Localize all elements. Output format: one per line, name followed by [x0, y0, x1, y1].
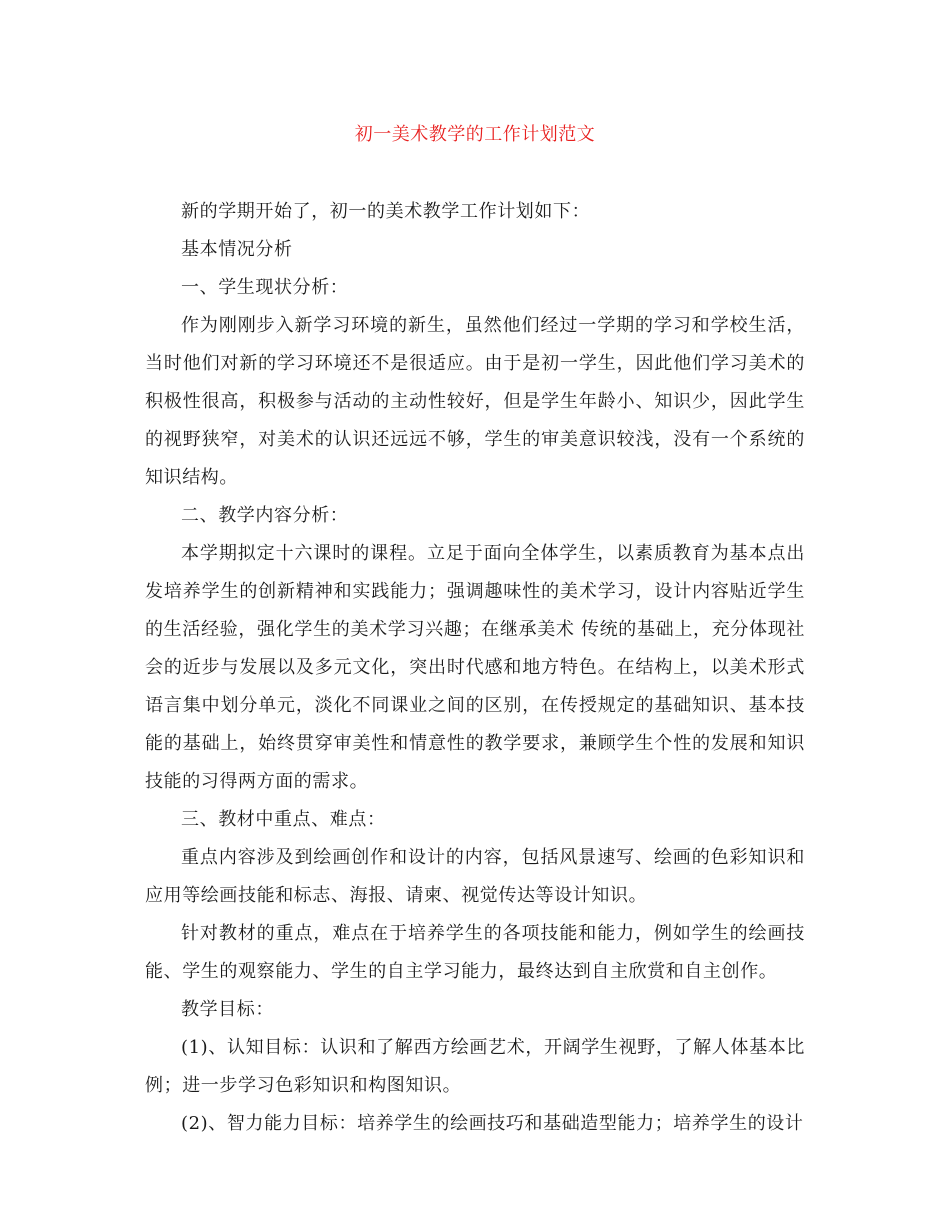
paragraph-student-analysis: 作为刚刚步入新学习环境的新生，虽然他们经过一学期的学习和学校生活，当时他们对新的学习环境还不是很适应。由于是初一学生，因此他们学习美术的积极性很高，积极参与活动的主动性较好，但是学生年龄小、知识少，因此学生的视野狭窄，对美术的认识还远远不够，学生的审美意识较浅，没有一个系统的知识结构。	[145, 315, 805, 488]
paragraph-goal-ability: (2)、智力能力目标：培养学生的绘画技巧和基础造型能力；培养学生的设计	[181, 1113, 804, 1134]
document-title: 初一美术教学的工作计划范文	[354, 124, 596, 145]
heading-key-points: 三、教材中重点、难点：	[181, 809, 386, 830]
heading-basic-situation: 基本情况分析	[181, 239, 293, 260]
paragraph-content-analysis: 本学期拟定十六课时的课程。立足于面向全体学生，以素质教育为基本点出发培养学生的创新精神和实践能力；强调趣味性的美术学习，设计内容贴近学生的生活经验，强化学生的美术学习兴趣；在继承美术 传统的基础上，充分体现社会的近步与发展以及多元文化，突出时代感和地方特色。在结构上，以美术形式语言集中划分单元，淡化不同课业之间的区别，在传授规定的基础知识、基本技能的基础上，始终贯穿审美性和情意性的教学要求，兼顾学生个性的发展和知识技能的习得两方面的需求。	[145, 543, 805, 792]
paragraph-intro: 新的学期开始了，初一的美术教学工作计划如下：	[181, 201, 591, 222]
heading-student-analysis: 一、学生现状分析：	[181, 277, 349, 298]
paragraph-difficulties: 针对教材的重点，难点在于培养学生的各项技能和能力，例如学生的绘画技能、学生的观察能力、学生的自主学习能力，最终达到自主欣赏和自主创作。	[145, 923, 805, 982]
paragraph-key-points: 重点内容涉及到绘画创作和设计的内容，包括风景速写、绘画的色彩知识和应用等绘画技能和标志、海报、请柬、视觉传达等设计知识。	[145, 847, 805, 906]
paragraph-goal-cognitive: (1)、认知目标：认识和了解西方绘画艺术，开阔学生视野，了解人体基本比例；进一步学习色彩知识和构图知识。	[145, 1037, 805, 1096]
document-body	[145, 193, 805, 1143]
heading-content-analysis: 二、教学内容分析：	[181, 505, 349, 526]
heading-teaching-goals: 教学目标：	[181, 999, 274, 1020]
